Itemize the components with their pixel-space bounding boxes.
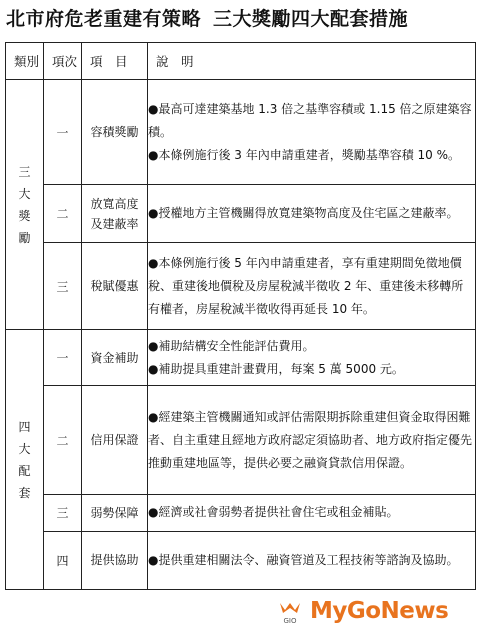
description-line: ●本條例施行後 5 年內申請重建者，享有重建期間免徵地價稅、重建後地價稅及房屋稅減半徵收 2 年、重建後未移轉所有權者，房屋稅減半徵收得再延長 10 年。: [148, 255, 464, 316]
item-label: 及建蔽率: [90, 216, 139, 231]
table-row: [6, 80, 476, 185]
description-line: ●補助結構安全性能評估費用。: [148, 338, 315, 353]
description-line: ●提供重建相關法令、融資管道及工程技術等諮詢及協助。: [148, 552, 459, 567]
description-line: ●授權地方主管機關得放寬建築物高度及住宅區之建蔽率。: [148, 206, 459, 221]
header-item: 項 目: [82, 43, 148, 80]
logo-text: MyGoNews: [310, 598, 449, 624]
order-cell: 二: [44, 386, 82, 495]
description-cell: [148, 531, 476, 589]
description-line: ●補助提具重建計畫費用，每案 5 萬 5000 元。: [148, 361, 404, 376]
description-line: ●本條例施行後 3 年內申請重建者，獎勵基準容積 10 %。: [148, 147, 461, 162]
order-cell: 四: [44, 531, 82, 589]
item-cell: [82, 80, 148, 185]
item-label: 資金補助: [90, 350, 139, 365]
table-row: [6, 386, 476, 495]
item-label: 提供協助: [90, 553, 139, 568]
category-label: 四大配套: [18, 419, 31, 500]
policy-table: [5, 42, 476, 590]
description-cell: [148, 243, 476, 330]
description-cell: [148, 386, 476, 495]
table-row: [6, 243, 476, 330]
order-cell: 一: [44, 80, 82, 185]
order-cell: 三: [44, 243, 82, 330]
table-row: [6, 495, 476, 531]
table-row: [6, 185, 476, 243]
item-cell: [82, 330, 148, 386]
item-cell: [82, 243, 148, 330]
description-cell: [148, 185, 476, 243]
item-cell: [82, 531, 148, 589]
order-cell: 二: [44, 185, 82, 243]
description-line: ●經建築主管機關通知或評估需限期拆除重建但資金取得困難者、自主重建且經地方政府認定須協助者、地方政府指定優先推動重建地區等，提供必要之融資貸款信用保證。: [148, 409, 473, 470]
header-category: 類別: [6, 43, 44, 80]
description-cell: [148, 330, 476, 386]
category-label: 三大獎勵: [18, 164, 31, 245]
category-cell: [6, 330, 44, 590]
item-cell: [82, 185, 148, 243]
item-label: 信用保證: [90, 433, 139, 448]
description-cell: [148, 495, 476, 531]
order-cell: 一: [44, 330, 82, 386]
item-label: 放寬高度: [90, 196, 139, 211]
item-label: 稅賦優惠: [90, 279, 139, 294]
table-header-row: [6, 43, 476, 80]
gio-mark-text: GIO: [283, 617, 297, 625]
page-title: [6, 4, 476, 34]
item-cell: [82, 495, 148, 531]
item-label: 容積獎勵: [90, 125, 139, 140]
mygonews-logo: [276, 596, 448, 626]
item-cell: [82, 386, 148, 495]
description-line: ●最高可達建築基地 1.3 倍之基準容積或 1.15 倍之原建築容積。: [148, 101, 472, 139]
gio-mark-icon: [276, 597, 304, 625]
table-row: [6, 330, 476, 386]
header-description: 說 明: [148, 43, 476, 80]
description-cell: [148, 80, 476, 185]
title-part1: 北市府危老重建有策略: [6, 8, 202, 30]
category-cell: [6, 80, 44, 330]
title-part2: 三大獎勵四大配套措施: [213, 8, 409, 30]
table-row: [6, 531, 476, 589]
header-order: 項次: [44, 43, 82, 80]
order-cell: 三: [44, 495, 82, 531]
description-line: ●經濟或社會弱勢者提供社會住宅或租金補貼。: [148, 505, 399, 520]
item-label: 弱勢保障: [90, 505, 139, 520]
